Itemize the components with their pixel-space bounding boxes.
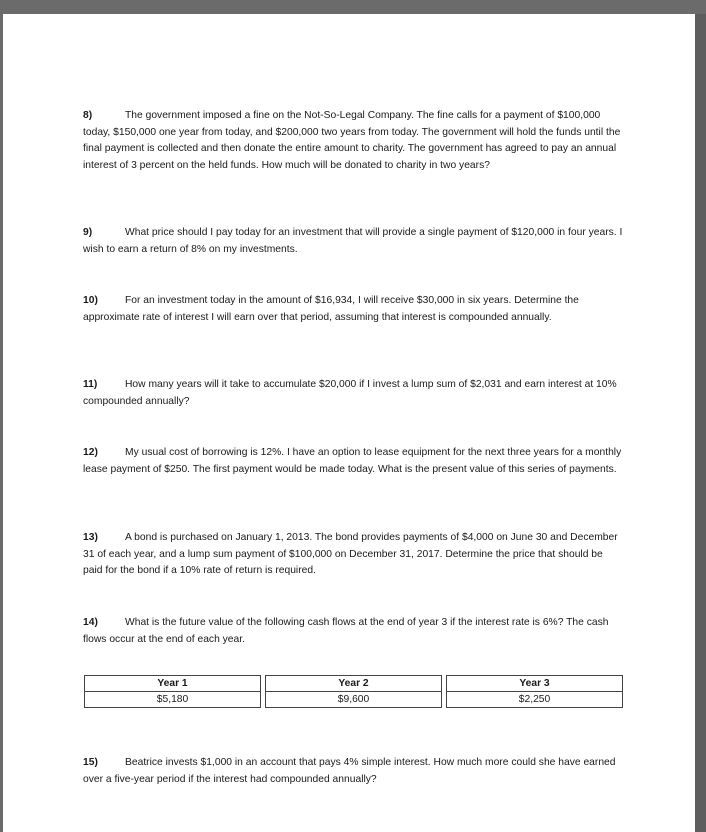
question-number: 12) xyxy=(83,447,98,458)
question-9 xyxy=(83,225,625,258)
question-number: 13) xyxy=(83,532,98,543)
question-number: 14) xyxy=(83,617,98,628)
question-text: What is the future value of the following cash flows at the end of year 3 if the interest rate is 6%? The cash flows occur at the end of each year. xyxy=(83,617,609,645)
question-text: The government imposed a fine on the Not-So-Legal Company. The fine calls for a payment of $100,000 today, $150,000 one year from today, and $200,000 two years from today. The government will hold the funds until the final payment is collected and then donate the entire amount to charity. The government has agreed to pay an annual interest of 3 percent on the held funds. How much will be donated to charity in two years? xyxy=(83,110,621,171)
table-cell: $2,250 xyxy=(447,692,623,708)
question-text: Beatrice invests $1,000 in an account that pays 4% simple interest. How much more could she have earned over a five-year period if the interest had compounded annually? xyxy=(83,757,616,785)
table-cell: $9,600 xyxy=(266,692,442,708)
question-8 xyxy=(83,108,625,174)
question-text: My usual cost of borrowing is 12%. I have an option to lease equipment for the next three years for a monthly lease payment of $250. The first payment would be made today. What is the present value of this series of payments. xyxy=(83,447,622,475)
table-header-row xyxy=(85,676,623,692)
question-number: 8) xyxy=(83,110,93,121)
viewer-background xyxy=(695,14,706,832)
table-header-cell: Year 1 xyxy=(85,676,261,692)
document-page xyxy=(3,14,695,832)
question-13 xyxy=(83,530,625,580)
cash-flow-table xyxy=(84,675,623,708)
question-number: 11) xyxy=(83,379,98,390)
table-header-cell: Year 3 xyxy=(447,676,623,692)
question-12 xyxy=(83,445,625,478)
table-cell: $5,180 xyxy=(85,692,261,708)
table-header-cell: Year 2 xyxy=(266,676,442,692)
question-10 xyxy=(83,293,625,326)
question-text: How many years will it take to accumulate $20,000 if I invest a lump sum of $2,031 and earn interest at 10% compounded annually? xyxy=(83,379,617,407)
question-14 xyxy=(83,615,625,648)
question-text: A bond is purchased on January 1, 2013. The bond provides payments of $4,000 on June 30 and December 31 of each year, and a lump sum payment of $100,000 on December 31, 2017. Determine the price that should be paid for the bond if a 10% rate of return is required. xyxy=(83,532,618,576)
question-number: 15) xyxy=(83,757,98,768)
question-text: What price should I pay today for an investment that will provide a single payment of $120,000 in four years. I wish to earn a return of 8% on my investments. xyxy=(83,227,623,255)
question-number: 9) xyxy=(83,227,93,238)
table-row xyxy=(85,692,623,708)
question-11 xyxy=(83,377,625,410)
question-number: 10) xyxy=(83,295,98,306)
question-15 xyxy=(83,755,625,788)
question-text: For an investment today in the amount of $16,934, I will receive $30,000 in six years. Determine the approximate rate of interest I will earn over that period, assuming that interest is compounded annually. xyxy=(83,295,579,323)
